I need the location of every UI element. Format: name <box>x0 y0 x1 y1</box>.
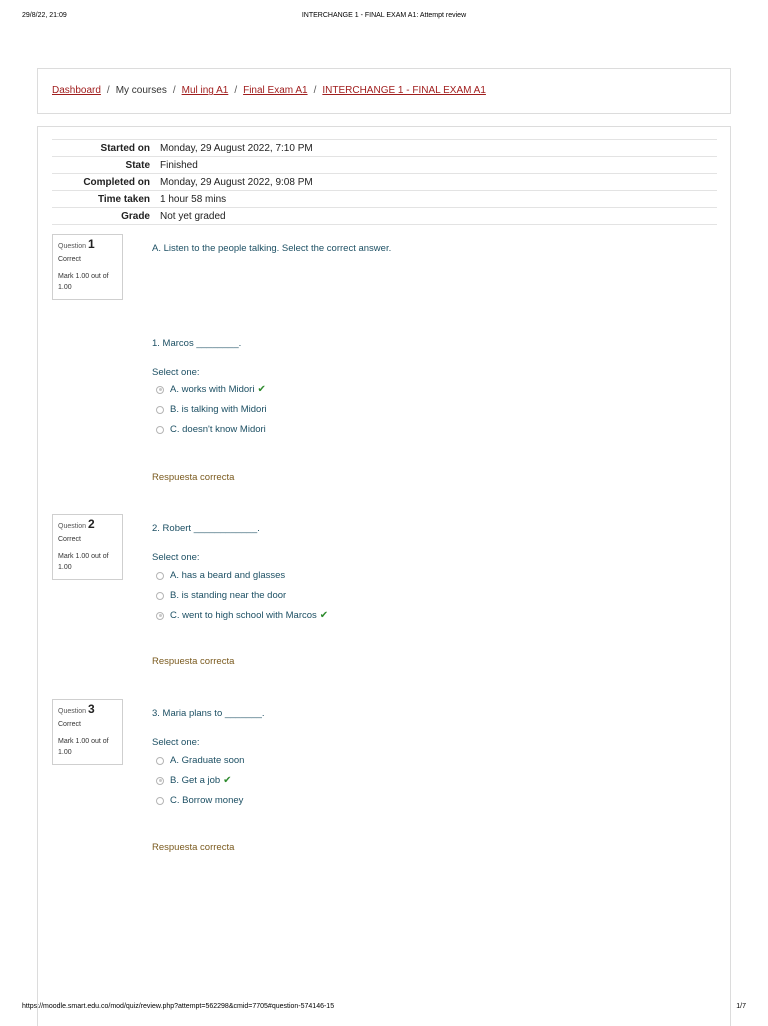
radio-icon[interactable] <box>156 572 164 580</box>
question-mark: Mark 1.00 out of 1.00 <box>58 553 109 571</box>
breadcrumb-separator: / <box>313 85 317 96</box>
question-2-feedback: Respuesta correcta <box>152 656 235 667</box>
radio-icon[interactable] <box>156 426 164 434</box>
radio-icon[interactable] <box>156 592 164 600</box>
radio-icon[interactable] <box>156 777 164 785</box>
question-number-label: Question 2 <box>58 517 95 531</box>
question-number: 1 <box>87 237 95 251</box>
summary-row <box>52 191 717 208</box>
print-page-number: 1/7 <box>736 1003 746 1010</box>
radio-icon[interactable] <box>156 757 164 765</box>
option-label: C. doesn't know Midori <box>170 424 266 435</box>
print-date: 29/8/22, 21:09 <box>22 12 67 19</box>
question-status: Correct <box>58 536 81 543</box>
radio-icon[interactable] <box>156 612 164 620</box>
radio-icon[interactable] <box>156 386 164 394</box>
question-1-option-b[interactable] <box>156 404 267 415</box>
option-label: B. is talking with Midori <box>170 404 267 415</box>
breadcrumb-panel <box>37 68 731 114</box>
summary-value: 1 hour 58 mins <box>160 191 717 208</box>
question-3-text: 3. Maria plans to _______. <box>152 708 265 719</box>
option-label: A. has a beard and glasses <box>170 570 286 581</box>
summary-row <box>52 140 717 157</box>
question-info-1 <box>52 234 123 300</box>
question-number-label: Question 1 <box>58 237 95 251</box>
question-1-option-c[interactable] <box>156 424 266 435</box>
breadcrumb-course[interactable]: Mul ing A1 <box>181 85 229 96</box>
question-2-option-a[interactable] <box>156 570 285 581</box>
question-mark: Mark 1.00 out of 1.00 <box>58 738 109 756</box>
question-number-label: Question 3 <box>58 702 95 716</box>
question-2-option-b[interactable] <box>156 590 286 601</box>
question-3-option-b[interactable] <box>156 775 232 786</box>
question-number: 3 <box>87 702 95 716</box>
question-1-feedback: Respuesta correcta <box>152 472 235 483</box>
option-label: A. Graduate soon <box>170 755 245 766</box>
question-3-feedback: Respuesta correcta <box>152 842 235 853</box>
check-icon: ✔ <box>223 775 232 786</box>
check-icon: ✔ <box>319 610 329 621</box>
print-url: https://moodle.smart.edu.co/mod/quiz/review.php?attempt=562298&cmid=7705#question-574146-15 <box>22 1003 335 1010</box>
summary-value: Not yet graded <box>160 208 717 225</box>
breadcrumb-my-courses: My courses <box>115 85 167 96</box>
summary-value: Monday, 29 August 2022, 9:08 PM <box>160 174 717 191</box>
option-label: A. works with Midori <box>170 384 255 395</box>
radio-icon[interactable] <box>156 406 164 414</box>
question-info-2 <box>52 514 123 580</box>
option-label: C. Borrow money <box>170 795 244 806</box>
select-one-label: Select one: <box>152 552 200 563</box>
question-1-intro: A. Listen to the people talking. Select the correct answer. <box>152 243 392 254</box>
summary-value: Monday, 29 August 2022, 7:10 PM <box>160 140 717 157</box>
print-title: INTERCHANGE 1 - FINAL EXAM A1: Attempt review <box>301 12 467 19</box>
breadcrumb-quiz[interactable]: INTERCHANGE 1 - FINAL EXAM A1 <box>322 85 486 96</box>
question-info-3 <box>52 699 123 765</box>
question-2-text: 2. Robert ____________. <box>152 523 260 534</box>
question-1-text: 1. Marcos ________. <box>152 338 242 349</box>
summary-row <box>52 174 717 191</box>
summary-value: Finished <box>160 157 717 174</box>
question-2-option-c[interactable] <box>156 610 328 621</box>
summary-row <box>52 208 717 225</box>
summary-label: State <box>52 157 160 174</box>
radio-icon[interactable] <box>156 797 164 805</box>
option-label: C. went to high school with Marcos <box>170 610 317 621</box>
breadcrumb-separator: / <box>234 85 238 96</box>
question-status: Correct <box>58 256 81 263</box>
summary-label: Started on <box>52 140 160 157</box>
question-mark: Mark 1.00 out of 1.00 <box>58 273 109 291</box>
breadcrumb-dashboard[interactable]: Dashboard <box>52 85 101 96</box>
option-label: B. is standing near the door <box>170 590 287 601</box>
breadcrumb <box>52 85 486 96</box>
summary-label: Time taken <box>52 191 160 208</box>
summary-label: Completed on <box>52 174 160 191</box>
question-number: 2 <box>87 517 95 531</box>
quiz-review-panel <box>37 126 731 1026</box>
question-status: Correct <box>58 721 81 728</box>
summary-row <box>52 157 717 174</box>
check-icon: ✔ <box>257 384 266 395</box>
breadcrumb-separator: / <box>106 85 110 96</box>
summary-label: Grade <box>52 208 160 225</box>
breadcrumb-final-exam[interactable]: Final Exam A1 <box>243 85 308 96</box>
attempt-summary-table <box>52 139 717 225</box>
breadcrumb-separator: / <box>172 85 176 96</box>
question-1-option-a[interactable] <box>156 384 266 395</box>
option-label: B. Get a job <box>170 775 221 786</box>
question-3-option-a[interactable] <box>156 755 244 766</box>
select-one-label: Select one: <box>152 737 200 748</box>
question-3-option-c[interactable] <box>156 795 243 806</box>
select-one-label: Select one: <box>152 367 200 378</box>
